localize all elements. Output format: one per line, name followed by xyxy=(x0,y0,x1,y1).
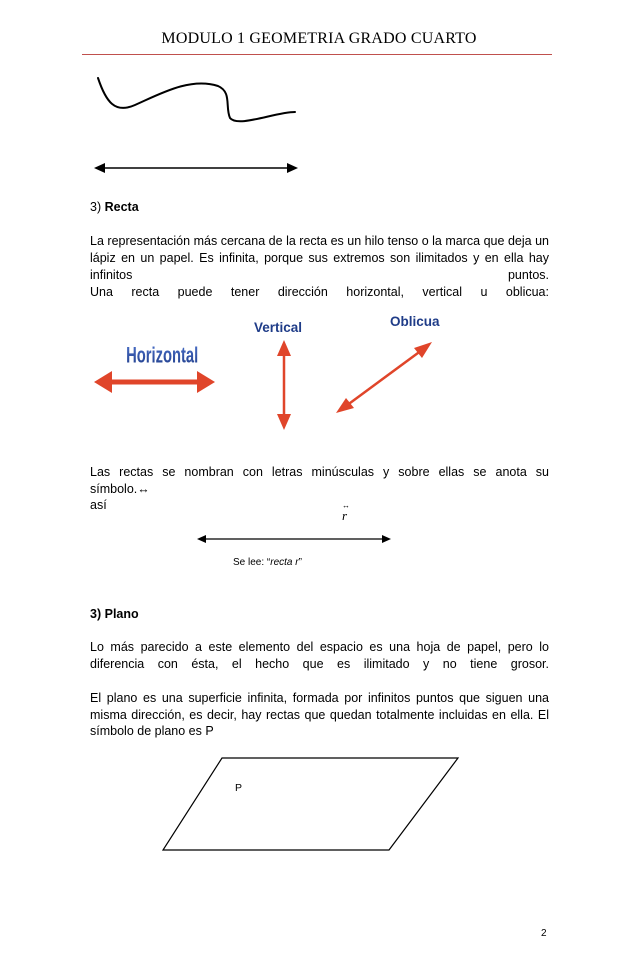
recta-line-2: lápiz en un papel. Es infinita, porque sus extremos son ilimitados y en ella hay xyxy=(90,251,549,265)
plane-figure xyxy=(160,755,465,855)
line-symbol-accent: ↔ xyxy=(342,501,350,510)
vertical-arrow xyxy=(277,340,291,430)
naming-line-3: así xyxy=(90,498,107,512)
horizontal-label: Horizontal xyxy=(126,343,199,369)
plano-p1-line-1: Lo más parecido a este elemento del espacio es una hoja de papel, pero lo xyxy=(90,640,549,654)
page-number: 2 xyxy=(541,928,547,939)
se-lee-caption xyxy=(233,557,302,568)
directions-figure xyxy=(90,310,470,440)
plano-p2-line-3: símbolo de plano es P xyxy=(90,724,214,738)
recta-line-4: Una recta puede tener dirección horizontal, vertical u oblicua: xyxy=(90,285,549,299)
curve-line-figure xyxy=(90,72,310,132)
naming-line-1: Las rectas se nombran con letras minúsculas y sobre ellas se anota su xyxy=(90,465,549,479)
line-r-arrow xyxy=(196,532,392,546)
recta-line-3-left: infinitos xyxy=(90,268,133,282)
plano-p1-line-2: diferencia con ésta, el hecho que es ilimitado y no tiene grosor. xyxy=(90,657,549,671)
vertical-label: Vertical xyxy=(254,320,303,335)
horizontal-arrow xyxy=(94,371,215,393)
oblicua-label: Oblicua xyxy=(390,314,440,329)
plano-p2-line-2: misma dirección, es decir, hay rectas que quedan totalmente incluidas en ella. El xyxy=(90,708,549,722)
line-label-r xyxy=(342,501,350,524)
section-number: 3) xyxy=(90,607,102,621)
section-number: 3) xyxy=(90,200,102,214)
page-header: MODULO 1 GEOMETRIA GRADO CUARTO xyxy=(161,30,477,47)
recta-line-3-right: puntos. xyxy=(507,268,549,282)
plano-p2-line-1: El plano es una superficie infinita, formada por infinitos puntos que siguen una xyxy=(90,691,549,705)
recta-line-1: La representación más cercana de la recta es un hilo tenso o la marca que deja un xyxy=(90,234,549,248)
section-heading-recta xyxy=(90,199,139,216)
double-arrow-line xyxy=(92,160,302,176)
oblique-arrow xyxy=(336,342,432,413)
section-title: Plano xyxy=(104,607,139,621)
naming-line-2: símbolo.↔ xyxy=(90,482,150,496)
section-title: Recta xyxy=(104,200,139,214)
line-label-text: r xyxy=(342,508,348,523)
header-rule xyxy=(82,54,552,55)
se-lee-prefix: Se lee: “ xyxy=(233,557,271,568)
se-lee-italic: recta r xyxy=(270,557,299,568)
se-lee-suffix: ” xyxy=(298,557,302,568)
plane-label: P xyxy=(235,782,243,794)
section-heading-plano xyxy=(90,606,139,623)
